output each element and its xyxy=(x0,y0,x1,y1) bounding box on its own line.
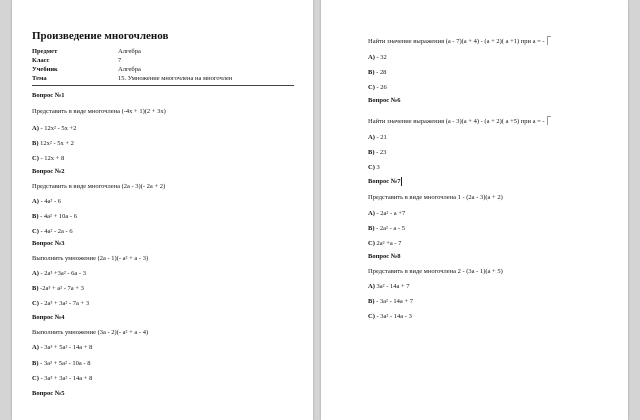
option-text: 3 xyxy=(374,164,380,171)
option-text: - 3a³ + 5a² - 14a + 8 xyxy=(38,344,93,351)
option-label: A) xyxy=(32,125,39,132)
option-text: - 2a² - a +7 xyxy=(374,210,406,217)
question-heading: Вопрос №8 xyxy=(368,253,401,260)
option-text: - 4a² - 2a - 6 xyxy=(38,228,73,235)
document-page-2 xyxy=(321,0,628,420)
option-label: A) xyxy=(368,210,375,217)
option-text: - 4a² - 6 xyxy=(38,198,62,205)
question-text: Выполнить умножение (2a - 1)(- a² + a - 3) xyxy=(32,255,149,262)
answer-option xyxy=(32,198,61,205)
answer-option xyxy=(368,210,405,217)
question-text: Найти значение выражения (a - 7)(a + 4) - (a + 2)( a +1) при a = - xyxy=(368,38,545,45)
option-label: C) xyxy=(368,313,375,320)
option-label: B) xyxy=(368,225,375,232)
option-label: C) xyxy=(368,164,375,171)
answer-option xyxy=(32,228,73,235)
question-heading: Вопрос №3 xyxy=(32,240,65,247)
question-text: Найти значение выражения (a - 3)(a + 4) - (a + 2)( a +5) при a = - xyxy=(368,118,545,125)
meta-value: Алгебра xyxy=(118,66,141,73)
option-label: A) xyxy=(32,198,39,205)
option-label: A) xyxy=(32,344,39,351)
answer-option xyxy=(368,298,413,305)
option-text: - 32 xyxy=(374,54,387,61)
option-label: B) xyxy=(32,285,39,292)
document-page-1 xyxy=(12,0,313,420)
document-title: Произведение многочленов xyxy=(32,30,169,42)
form-field-mark[interactable] xyxy=(547,116,551,125)
option-label: A) xyxy=(368,283,375,290)
option-label: B) xyxy=(32,213,39,220)
option-label: A) xyxy=(368,134,375,141)
option-text: -2a³ + a² - 7a + 3 xyxy=(38,285,84,292)
header-divider xyxy=(32,85,294,86)
option-label: C) xyxy=(32,228,39,235)
answer-option xyxy=(368,69,386,76)
answer-option xyxy=(368,240,401,247)
option-label: B) xyxy=(32,360,39,367)
answer-option xyxy=(32,155,64,162)
answer-option xyxy=(32,140,74,147)
option-text: - 21 xyxy=(374,134,387,141)
question-heading: Вопрос №6 xyxy=(368,97,401,104)
option-label: A) xyxy=(368,54,375,61)
option-text: - 3a² - 14a + 7 xyxy=(374,298,413,305)
text-cursor xyxy=(401,177,402,186)
meta-key: Тема xyxy=(32,75,47,82)
question-text: Представить в виде многочлена (-4x + 1)(2 + 3x) xyxy=(32,108,166,115)
option-text: - 26 xyxy=(374,84,387,91)
option-text: 12x² - 5x + 2 xyxy=(38,140,74,147)
option-text: - 3a³ + 3a² - 14a + 8 xyxy=(38,375,93,382)
option-text: - 28 xyxy=(374,69,387,76)
answer-option xyxy=(368,164,380,171)
option-label: C) xyxy=(32,375,39,382)
meta-key: Учебник xyxy=(32,66,58,73)
option-text: 2a² +a - 7 xyxy=(374,240,402,247)
option-text: - 2a³ + 3a² - 7a + 3 xyxy=(38,300,90,307)
question-text: Представить в виде многочлена 1 - (2a - 3)(a + 2) xyxy=(368,194,503,201)
option-label: B) xyxy=(368,69,375,76)
answer-option xyxy=(32,270,86,277)
question-heading: Вопрос №4 xyxy=(32,314,65,321)
meta-value: 7 xyxy=(118,57,122,64)
meta-key: Класс xyxy=(32,57,50,64)
answer-option xyxy=(368,54,387,61)
option-text: 3a² - 14a + 7 xyxy=(374,283,410,290)
option-label: B) xyxy=(368,149,375,156)
answer-option xyxy=(32,360,90,367)
option-label: C) xyxy=(32,155,39,162)
answer-option xyxy=(368,225,405,232)
answer-option xyxy=(368,84,387,91)
meta-value: 15. Умножение многочлена на многочлен xyxy=(118,75,233,82)
option-label: B) xyxy=(368,298,375,305)
form-field-mark[interactable] xyxy=(547,36,551,45)
option-text: - 12x² - 5x +2 xyxy=(38,125,77,132)
answer-option xyxy=(368,149,386,156)
question-text: Выполнить умножение (3a - 2)(- a² + a - 4) xyxy=(32,329,149,336)
option-text: - 12x + 8 xyxy=(38,155,65,162)
option-label: B) xyxy=(32,140,39,147)
option-text: - 3a² - 14a - 3 xyxy=(374,313,412,320)
option-text: - 23 xyxy=(374,149,387,156)
answer-option xyxy=(32,344,92,351)
option-text: - 2a² - a - 5 xyxy=(374,225,405,232)
question-heading: Вопрос №5 xyxy=(32,390,65,397)
option-label: C) xyxy=(368,240,375,247)
option-label: C) xyxy=(368,84,375,91)
question-heading: Вопрос №2 xyxy=(32,168,65,175)
answer-option xyxy=(32,375,92,382)
question-text: Представить в виде многочлена 2 - (3a - 1)(a + 5) xyxy=(368,268,503,275)
meta-value: Алгебра xyxy=(118,48,141,55)
option-text: - 2a³ +3a² - 6a - 3 xyxy=(38,270,86,277)
answer-option xyxy=(32,213,77,220)
option-label: A) xyxy=(32,270,39,277)
meta-key: Предмет xyxy=(32,48,58,55)
option-text: - 4a² + 10a - 6 xyxy=(38,213,77,220)
option-label: C) xyxy=(32,300,39,307)
answer-option xyxy=(32,300,89,307)
question-heading: Вопрос №7 xyxy=(368,178,401,185)
answer-option xyxy=(32,125,76,132)
answer-option xyxy=(32,285,84,292)
answer-option xyxy=(368,134,387,141)
question-heading: Вопрос №1 xyxy=(32,92,65,99)
answer-option xyxy=(368,283,410,290)
option-text: - 3a³ + 5a² - 10a - 8 xyxy=(38,360,91,367)
question-text: Представить в виде многочлена (2a - 3)(- 2a + 2) xyxy=(32,183,166,190)
answer-option xyxy=(368,313,412,320)
